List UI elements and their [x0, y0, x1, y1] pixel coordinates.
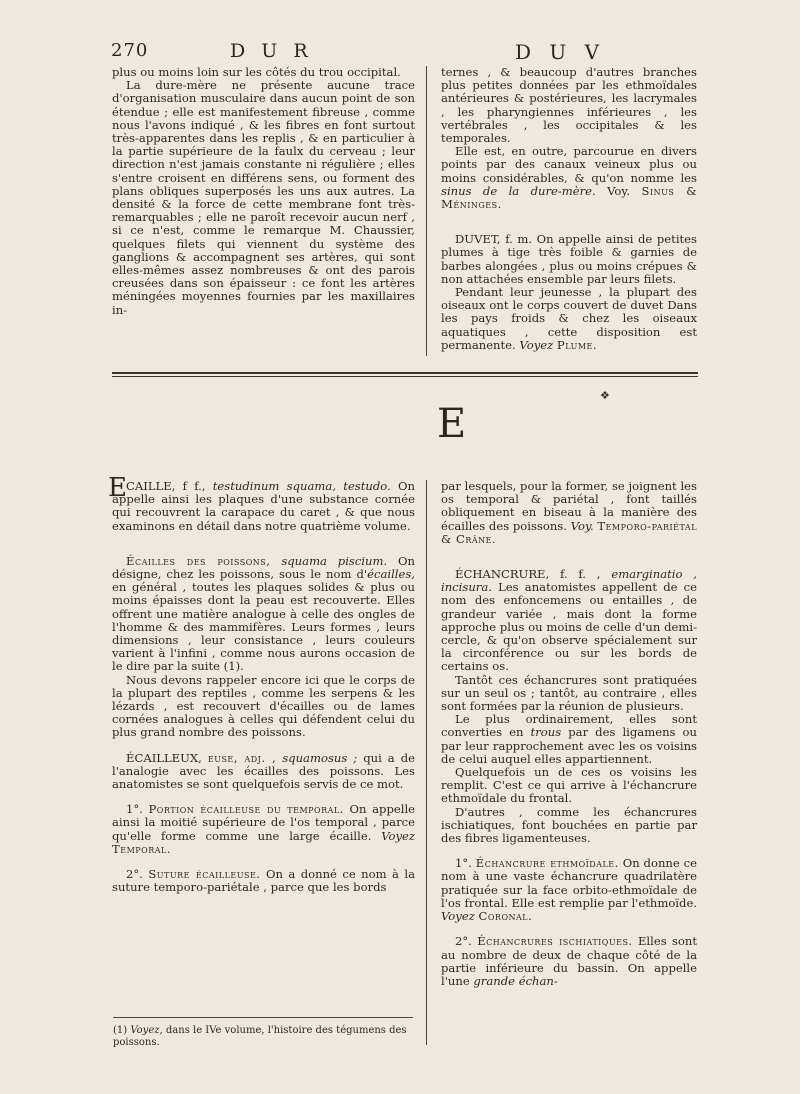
paragraph: Le plus ordinairement, elles sont converties en trous par des ligamens ou par leur rapprochement avec les os voisins de celui auquel elles appartiennent. — [441, 712, 698, 766]
paragraph: par lesquels, pour la former, se joignent les os temporal & pariétal , font taillés obliquement en biseau à la manière des écailles des poissons. Voy. Temporo-pariétal & Crâne. — [441, 479, 698, 546]
top-right-column — [441, 66, 697, 352]
subentry-echancrures-ischiatiques: 2°. Échancrures ischiatiques. Elles sont au nombre de deux de chaque côté de la partie inférieure du bassin. On appelle l'une grande échan- — [441, 934, 698, 988]
entry-duvet: DUVET, f. m. On appelle ainsi de petites plumes à tige très foible & garnies de barbes alongées , plus ou moins crépues & non attachées ensemble par leurs filets. — [441, 232, 697, 286]
footnote: (1) Voyez, dans le IVe volume, l'histoire des tégumens des poissons. — [113, 1025, 407, 1048]
section-rule-thin — [112, 376, 698, 377]
entry-title: ÉCAILLEUX, — [126, 750, 202, 765]
subentry-suture-ecailleuse: 2°. Suture écailleuse. On a donné ce nom à la suture temporo-pariétale , parce que les bords — [112, 867, 416, 895]
paragraph: Tantôt ces échancrures sont pratiquées sur un seul os ; tantôt, au contraire , elles sont formées par la réunion de plusieurs. — [441, 672, 697, 714]
entry-ecaille: CAILLE, f f., testudinum squama, testudo. On appelle ainsi les plaques d'une substance cornée qui recouvrent la carapace du caret , & que nous examinons en détail dans notre quatrième volume. — [112, 479, 416, 533]
cross-reference: Plume. — [556, 337, 598, 352]
section-rule — [112, 372, 698, 374]
entry-title: ÉCHANCRURE, — [455, 567, 550, 582]
paragraph: D'autres , comme les échancrures ischiatiques, font bouchées en partie par des fibres ligamenteuses. — [441, 804, 697, 846]
entry-ecailles-poissons: Écailles des poissons, squama piscium. On désigne, chez les poissons, sous le nom d'écailles, en général , toutes les plaques solides & plus ou moins épaisses dont la peau est recouverte. Elles offrent une matière analogue à celle des ongles de l'homme & des mammifères. Leurs formes , leurs dimensions , leur consistance , leurs couleurs varient à l'infini , comme nous aurons occasion de le dire par la suite (1). — [112, 553, 416, 674]
running-head-left: D U R — [230, 40, 313, 62]
paragraph: La dure-mère ne présente aucune trace d'organisation musculaire dans aucun point de son étendue ; elle est manifestement fibreuse , comme nous l'avons indiqué , & les fibres en font surtout très-apparentes dans les replis , & en particulier à la partie supérieure de la faulx du cerveau ; leur direction n'est jamais constante ni régulière ; elles s'entre croisent en différens sens, ou forment des plans obliques superposés les uns aux autres. La densité & la force de cette membrane font très-remarquables ; elle ne paroît recevoir aucun nerf , si ce n'est, comme le remarque M. Chaussier, quelques filets qui viennent du système des ganglions & accompagnent ses artères, qui sont elles-mêmes assez nombreuses & ont des parois creusées dans son épaisseur : ce font les artères méningées moyennes fournies par les maxillaires in- — [112, 78, 415, 317]
column-divider-bottom — [426, 480, 427, 1045]
entry-title: CAILLE, — [126, 479, 176, 493]
subentry-echancrure-ethmoidale: 1°. Échancrure ethmoïdale. On donne ce nom à une vaste échancrure quadrilatère pratiquée sur la face orbito-ethmoïdale de l'os frontal. Elle est remplie par l'ethmoïde. Voyez Coronal. — [441, 856, 697, 924]
paragraph: Elle est, en outre, parcourue en divers points par des canaux veineux plus ou moins considérables, & qu'on nomme les sinus de la dure-mère. Voy. Sinus & Méninges. — [441, 144, 698, 212]
paragraph: plus ou moins loin sur les côtés du trou occipital. — [112, 65, 401, 79]
top-left-column — [112, 66, 415, 317]
column-divider-top — [426, 66, 427, 356]
drop-cap: E — [108, 473, 127, 503]
paragraph: Pendant leur jeunesse , la plupart des oiseaux ont le corps couvert de duvet Dans les pays froids & chez les oiseaux aquatiques , cette disposition est permanente. Voyez Plume. — [441, 285, 697, 352]
subentry-portion-ecailleuse: 1°. Portion écailleuse du temporal. On appelle ainsi la moitié supérieure de l'os temporal , parce qu'elle forme comme une large écaille. Voyez Temporal. — [112, 802, 416, 856]
page-number: 270 — [111, 40, 149, 61]
cross-reference: Coronal. — [478, 909, 533, 924]
cross-reference: Sinus & Méninges. — [441, 183, 698, 212]
paragraph: Nous devons rappeler encore ici que le corps de la plupart des reptiles , comme les serpens & les lézards , est recouvert d'écailles ou de lames cornées analogues à celles qui défendent celui du plus grand nombre des poissons. — [112, 672, 415, 740]
footnote-rule — [113, 1017, 413, 1018]
running-head-right: D U V — [515, 40, 606, 64]
entry-ecailleux: ÉCAILLEUX, euse, adj. , squamosus ; qui a de l'analogie avec les écailles des poissons. Les anatomistes se sont quelquefois servis de ce mot. — [112, 750, 416, 792]
bottom-right-column — [441, 480, 697, 988]
section-letter: E — [437, 401, 467, 447]
rule-ornament-icon: ❖ — [600, 389, 610, 402]
entry-title: DUVET, — [455, 232, 501, 247]
bottom-left-column — [112, 480, 415, 894]
entry-echancrure: ÉCHANCRURE, f. f. , emarginatio , incisura. Les anatomistes appellent de ce nom des enfoncemens ou entailles , de grandeur variée , mais dont la forme approche plus ou moins de celle d'un demi-cercle, & qu'on observe spécialement sur la circonférence ou sur les bords de certains os. — [441, 567, 697, 674]
paragraph: Quelquefois un de ces os voisins les remplit. C'est ce qui arrive à l'échancrure ethmoïdale du frontal. — [441, 765, 697, 806]
cross-reference: Temporal. — [112, 841, 172, 856]
cross-reference: Temporo-pariétal & Crâne. — [441, 518, 698, 546]
paragraph: ternes , & beaucoup d'autres branches plus petites données par les ethmoïdales antérieures & postérieures, les lacrymales , les pharyngiennes inférieures , les vertébrales , les occipitales & les temporales. — [441, 65, 697, 146]
